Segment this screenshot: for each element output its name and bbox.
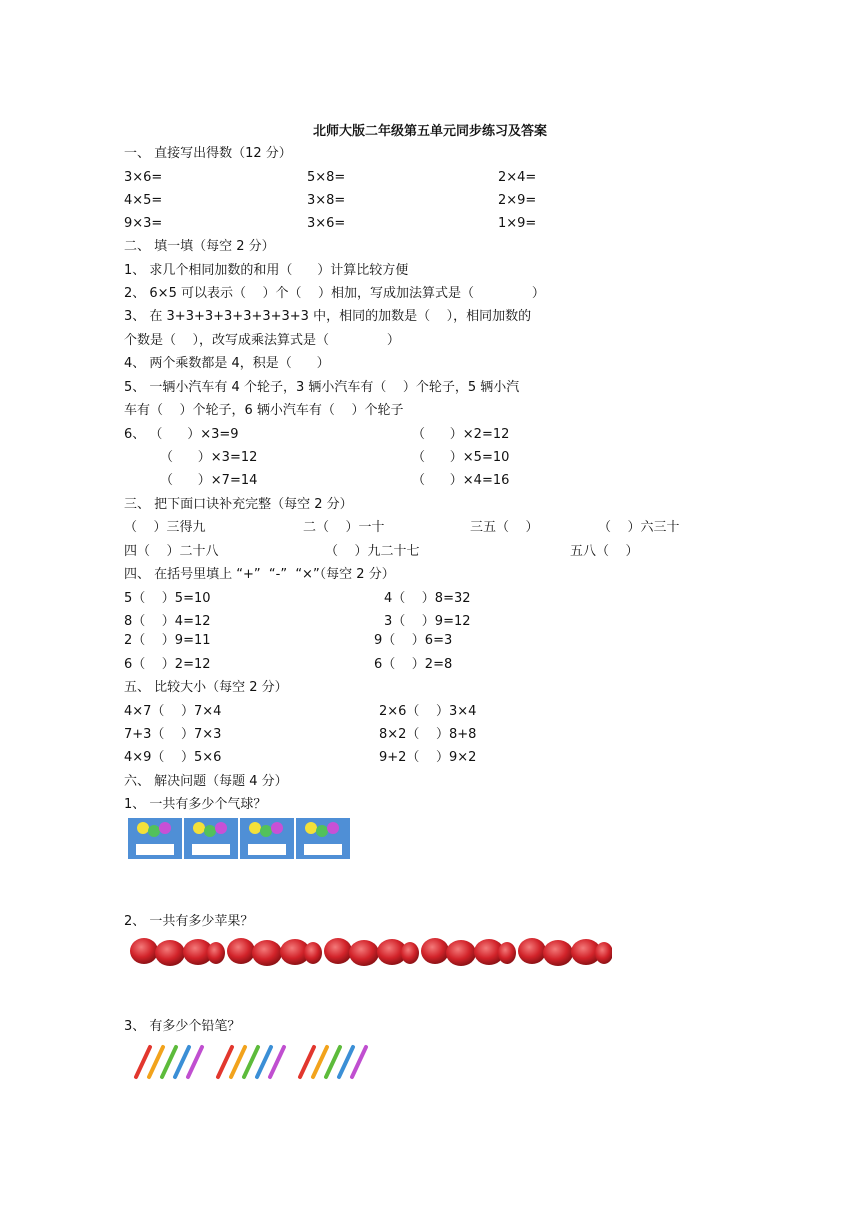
balloon-card <box>184 818 238 859</box>
s3-item: 二（ ）一十 <box>303 520 385 535</box>
apple-group <box>227 938 322 966</box>
s1-item: 3×6= <box>307 216 346 231</box>
section-1-heading: 一、 直接写出得数（12 分） <box>124 146 292 161</box>
s3-item: 五八（ ） <box>570 544 639 559</box>
balloon-picture <box>128 818 350 860</box>
section-2-heading: 二、 填一填（每空 2 分） <box>124 239 275 254</box>
s5-item: 4×9（ ）5×6 <box>124 750 222 765</box>
s5-item: 8×2（ ）8+8 <box>379 727 477 742</box>
s3-item: （ ）六三十 <box>598 520 680 535</box>
s2-q6-item: （ ）×3=12 <box>160 450 258 465</box>
apple-group <box>324 938 419 966</box>
s4-item: 9（ ）6=3 <box>374 633 453 648</box>
s6-question-2: 2、 一共有多少苹果？ <box>124 914 254 929</box>
pencil-group <box>136 1047 202 1077</box>
apple-group <box>130 938 225 966</box>
s4-item: 6（ ）2=12 <box>124 657 211 672</box>
section-4-heading: 四、 在括号里填上 “+” “-” “×”（每空 2 分） <box>124 567 395 582</box>
section-5-heading: 五、 比较大小（每空 2 分） <box>124 680 288 695</box>
s3-item: 三五（ ） <box>470 520 539 535</box>
balloon-card <box>128 818 182 859</box>
page-title: 北师大版二年级第五单元同步练习及答案 <box>312 124 547 139</box>
s2-question-1: 1、 求几个相同加数的和用（ ）计算比较方便 <box>124 263 409 278</box>
s4-item: 3（ ）9=12 <box>384 614 471 629</box>
s4-item: 6（ ）2=8 <box>374 657 453 672</box>
s4-item: 2（ ）9=11 <box>124 633 211 648</box>
s5-item: 9+2（ ）9×2 <box>379 750 477 765</box>
s4-item: 4（ ）8=32 <box>384 591 471 606</box>
section-6-heading: 六、 解决问题（每题 4 分） <box>124 774 288 789</box>
s3-item: （ ）九二十七 <box>325 544 420 559</box>
s2-question-3-line-2: 个数是（ ），改写成乘法算式是（ ） <box>124 333 400 348</box>
apple-group <box>518 938 612 966</box>
s2-question-4: 4、 两个乘数都是 4，积是（ ） <box>124 356 330 371</box>
s1-item: 5×8= <box>307 170 346 185</box>
s3-item: 四（ ）二十八 <box>124 544 219 559</box>
s2-question-5-line-1: 5、 一辆小汽车有 4 个轮子，3 辆小汽车有（ ）个轮子，5 辆小汽 <box>124 380 520 395</box>
s1-item: 9×3= <box>124 216 163 231</box>
s1-item: 2×9= <box>498 193 537 208</box>
s6-question-1: 1、 一共有多少个气球？ <box>124 797 267 812</box>
s5-item: 7+3（ ）7×3 <box>124 727 222 742</box>
s2-q6-item: （ ）×5=10 <box>412 450 510 465</box>
s2-question-3-line-1: 3、 在 3+3+3+3+3+3+3+3 中，相同的加数是（ ），相同加数的 <box>124 309 532 324</box>
balloon-card <box>296 818 350 859</box>
s2-q6-item: （ ）×4=16 <box>412 473 510 488</box>
pencil-picture <box>133 1044 379 1080</box>
s2-question-5-line-2: 车有（ ）个轮子，6 辆小汽车有（ ）个轮子 <box>124 403 404 418</box>
s1-item: 4×5= <box>124 193 163 208</box>
s1-item: 1×9= <box>498 216 537 231</box>
s4-item: 8（ ）4=12 <box>124 614 211 629</box>
s2-question-2: 2、 6×5 可以表示（ ）个（ ）相加，写成加法算式是（ ） <box>124 286 545 301</box>
s2-q6-item: （ ）×7=14 <box>160 473 258 488</box>
s3-item: （ ）三得九 <box>124 520 206 535</box>
apple-group <box>421 938 516 966</box>
s4-item: 5（ ）5=10 <box>124 591 211 606</box>
pencil-group <box>218 1047 284 1077</box>
section-3-heading: 三、 把下面口诀补充完整（每空 2 分） <box>124 497 353 512</box>
s2-q6-item: 6、 （ ）×3=9 <box>124 427 239 442</box>
pencil-group <box>300 1047 366 1077</box>
apple-picture <box>130 934 612 968</box>
s1-item: 3×6= <box>124 170 163 185</box>
s1-item: 3×8= <box>307 193 346 208</box>
s2-q6-item: （ ）×2=12 <box>412 427 510 442</box>
s5-item: 4×7（ ）7×4 <box>124 704 222 719</box>
balloon-card <box>240 818 294 859</box>
s1-item: 2×4= <box>498 170 537 185</box>
s6-question-3: 3、 有多少个铅笔？ <box>124 1019 241 1034</box>
s5-item: 2×6（ ）3×4 <box>379 704 477 719</box>
